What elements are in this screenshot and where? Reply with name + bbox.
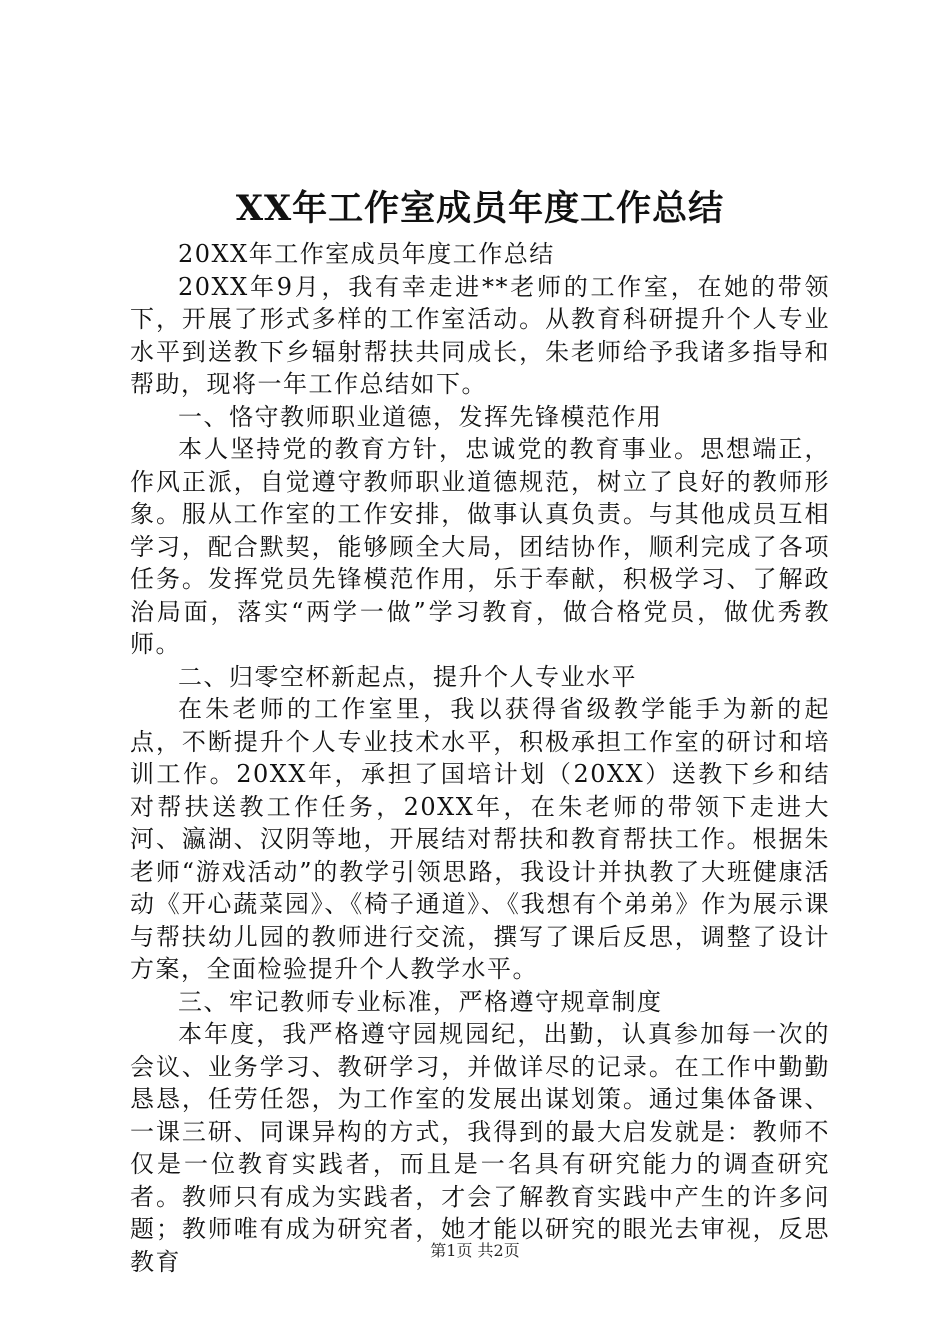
section-heading-3: 三、牢记教师专业标准，严格遵守规章制度: [178, 987, 663, 1016]
paragraph-intro: 20XX年9月，我有幸走进**老师的工作室，在她的带领下，开展了形式多样的工作室活动。从教育科研提升个人专业水平到送教下乡辐射帮扶共同成长，朱老师给予我诸多指导和帮助，现将一年工作总结如下。: [130, 272, 830, 398]
page-number-footer: 第1页 共2页: [430, 1241, 520, 1260]
section-heading-1: 一、恪守教师职业道德，发挥先锋模范作用: [178, 402, 663, 431]
document-page: [130, 186, 830, 1278]
document-body: [130, 238, 830, 1278]
document-title: XX年工作室成员年度工作总结: [235, 188, 725, 229]
paragraph-section-2: 在朱老师的工作室里，我以获得省级教学能手为新的起点，不断提升个人专业技术水平，积极承担工作室的研讨和培训工作。20XX年，承担了国培计划（20XX）送教下乡和结对帮扶送教工作任务，20XX年，在朱老师的带领下走进大河、瀛湖、汉阴等地，开展结对帮扶和教育帮扶工作。根据朱老师“游戏活动”的教学引领思路，我设计并执教了大班健康活动《开心蔬菜园》、《椅子通道》、《我想有个弟弟》作为展示课与帮扶幼儿园的教师进行交流，撰写了课后反思，调整了设计方案，全面检验提升个人教学水平。: [130, 695, 830, 983]
paragraph-section-1: 本人坚持党的教育方针，忠诚党的教育事业。思想端正，作风正派，自觉遵守教师职业道德规范，树立了良好的教师形象。服从工作室的工作安排，做事认真负责。与其他成员互相学习，配合默契，能够顾全大局，团结协作，顺利完成了各项任务。发挥党员先锋模范作用，乐于奉献，积极学习、了解政治局面，落实“两学一做”学习教育，做合格党员，做优秀教师。: [130, 435, 830, 658]
section-heading-2: 二、归零空杯新起点，提升个人专业水平: [178, 662, 637, 691]
paragraph-section-3: 本年度，我严格遵守园规园纪，出勤，认真参加每一次的会议、业务学习、教研学习，并做详尽的记录。在工作中勤勤恳恳，任劳任怨，为工作室的发展出谋划策。通过集体备课、一课三研、同课异构的方式，我得到的最大启发就是：教师不仅是一位教育实践者，而且是一名具有研究能力的调查研究者。教师只有成为实践者，才会了解教育实践中产生的许多问题；教师唯有成为研究者，她才能以研究的眼光去审视，反思教育: [130, 1020, 830, 1276]
paragraph-subtitle: 20XX年工作室成员年度工作总结: [178, 240, 555, 268]
